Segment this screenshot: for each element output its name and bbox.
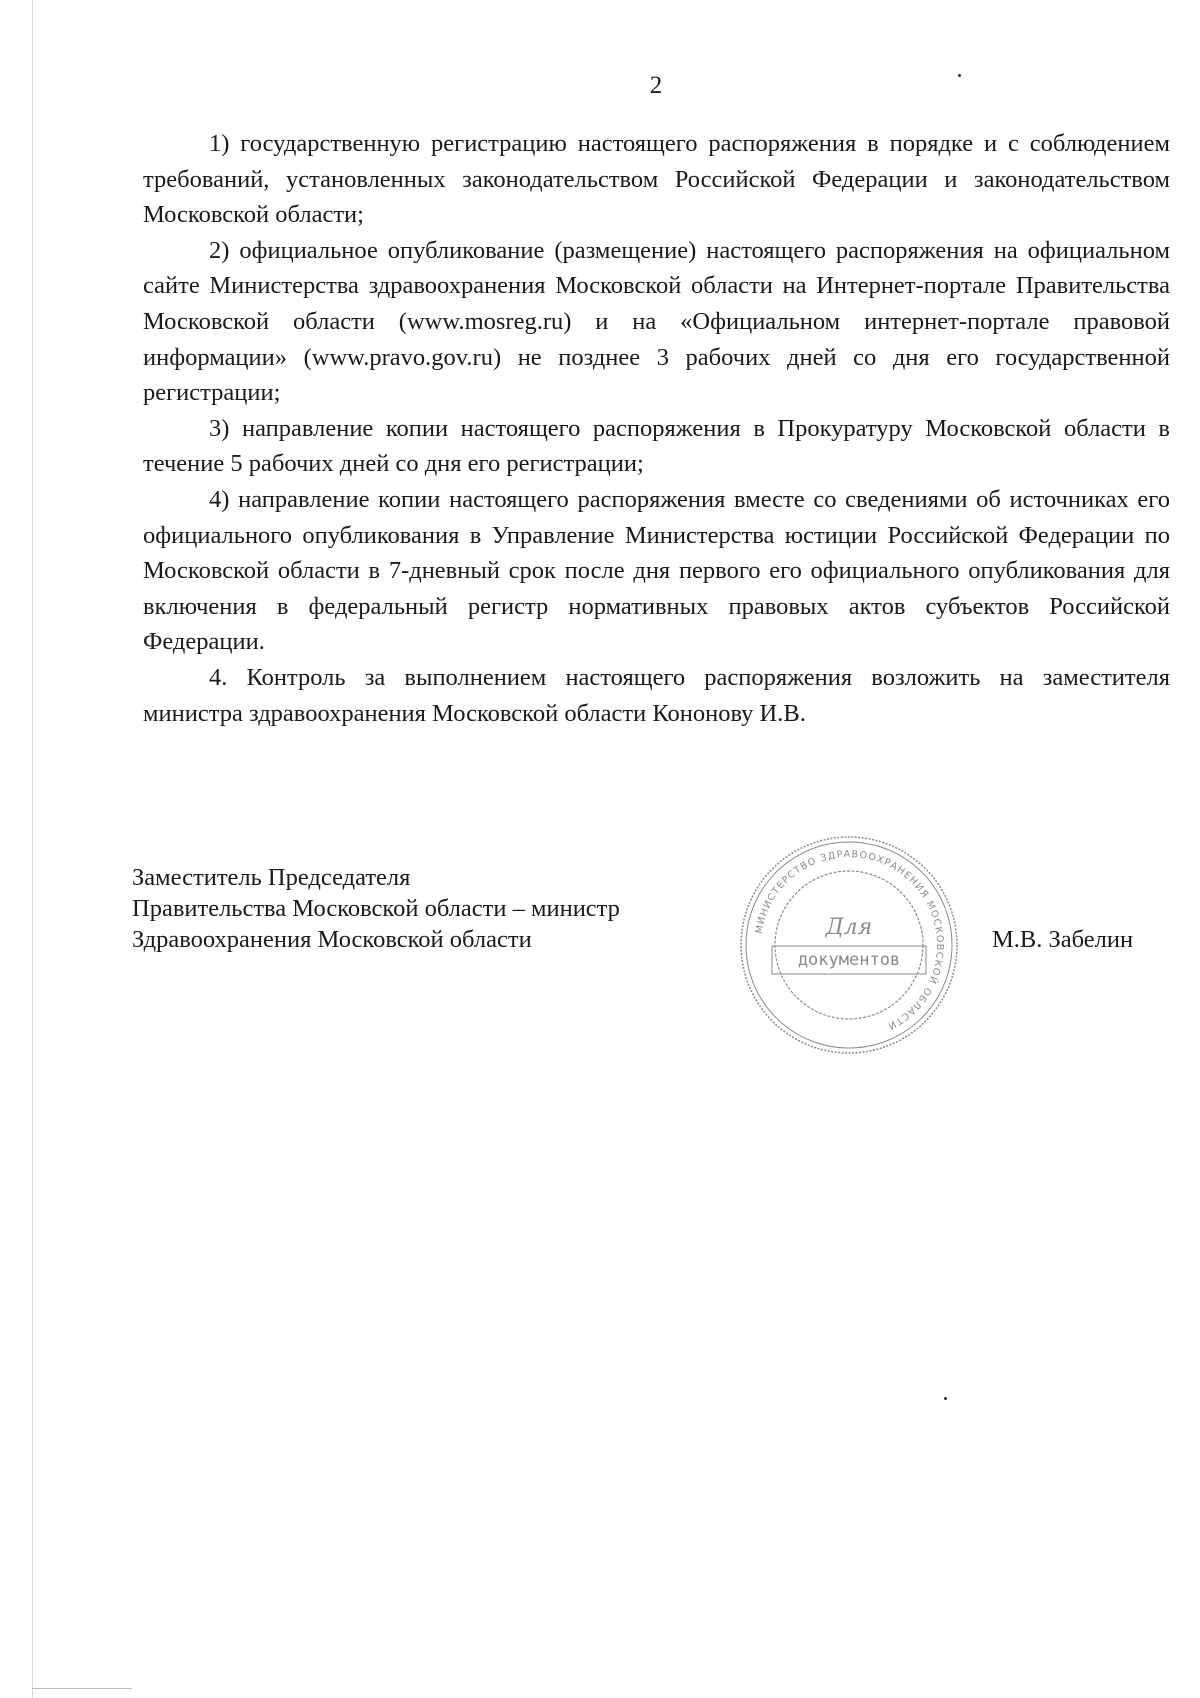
signer-name: М.В. Забелин — [992, 926, 1134, 953]
document-body — [143, 126, 1170, 731]
paragraph-control: 4. Контроль за выполнением настоящего распоряжения возложить на заместителя министра здравоохранения Московской области Кононову И.В. — [143, 663, 1170, 727]
svg-text:МИНИСТЕРСТВО ЗДРАВООХРАНЕНИЯ М — [754, 849, 945, 1032]
signer-title-line: Заместитель Председателя — [132, 864, 411, 891]
paragraph-registration: 1) государственную регистрацию настоящего распоряжения в порядке и с соблюдением требований, установленных законодательством Российской Федерации и законодательством Московской области; — [143, 130, 1170, 229]
scan-edge-bottom — [32, 1688, 132, 1689]
page-number: 2 — [649, 72, 663, 99]
scan-edge-left — [32, 0, 33, 1698]
seal-ring-text: МИНИСТЕРСТВО ЗДРАВООХРАНЕНИЯ МОСКОВСКОЙ ОБЛАСТИ — [753, 848, 946, 1032]
signer-title-line: Здравоохранения Московской области — [132, 926, 532, 953]
official-seal — [734, 830, 964, 1060]
seal-center-text: документов — [797, 950, 901, 970]
paragraph-ministry-of-justice: 4) направление копии настоящего распоряжения вместе со сведениями об источниках его официального опубликования в Управление Министерства юстиции Российской Федерации по Московской области в 7-дневный срок после дня первого его официального опубликования для включения в федеральный регистр нормативных правовых актов субъектов Российской Федерации. — [143, 485, 1170, 656]
scan-speck — [944, 1397, 947, 1400]
seal-center-text: Для — [825, 915, 873, 940]
signer-title-line: Правительства Московской области – министр — [132, 895, 620, 922]
signature-position — [132, 862, 620, 955]
paragraph-publication: 2) официальное опубликование (размещение) настоящего распоряжения на официальном сайте Министерства здравоохранения Московской области на Интернет-портале Правительства Московской области (www.mosreg.ru) и на «Официальном интернет-портале правовой информации» (www.pravo.gov.ru) не позднее 3 рабочих дней со дня его государственной регистрации; — [143, 236, 1170, 407]
paragraph-prosecutor: 3) направление копии настоящего распоряжения в Прокуратуру Московской области в течение 5 рабочих дней со дня его регистрации; — [143, 414, 1170, 478]
